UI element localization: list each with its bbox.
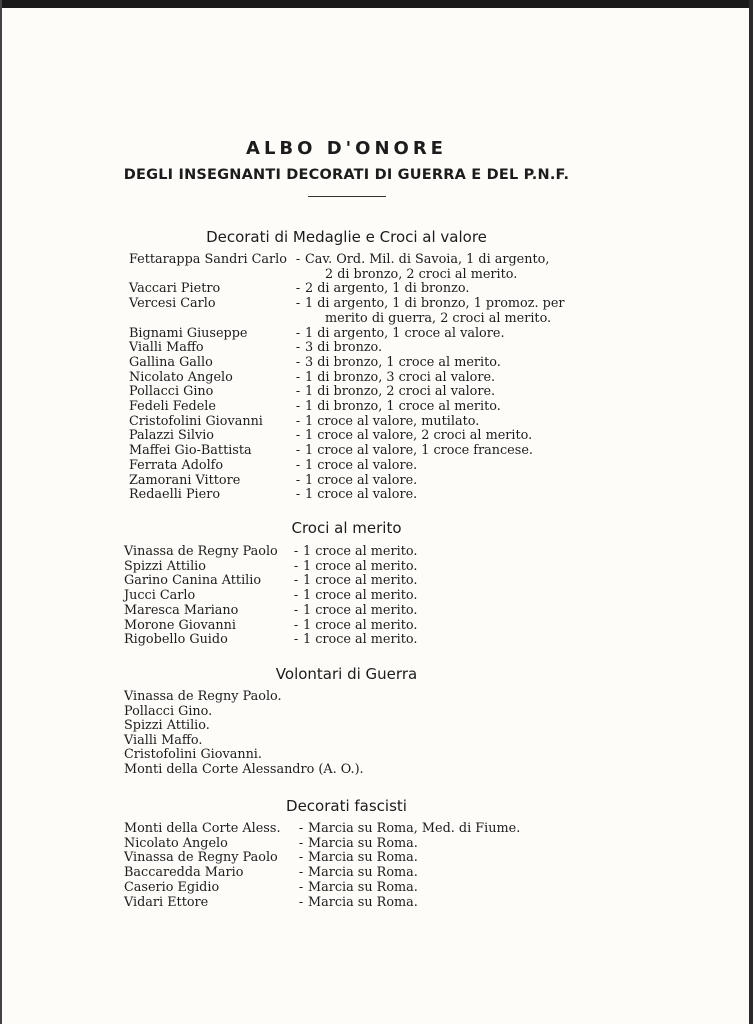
decoration-continuation: 2 di bronzo, 2 croci al merito. — [325, 266, 518, 282]
decoration-text: Cav. Ord. Mil. di Savoia, 1 di argento, — [305, 252, 550, 267]
decorated-name: Fedeli Fedele — [129, 399, 216, 415]
decoration-text: Marcia su Roma. — [308, 865, 418, 881]
decoration-text: 1 croce al valore. — [305, 487, 418, 503]
list-item — [124, 633, 417, 648]
separator-dash: - — [295, 428, 301, 444]
decorated-name: Maffei Gio-Battista — [129, 443, 252, 459]
list-item — [124, 896, 520, 911]
list-item: Cristofolini Giovanni. — [124, 747, 262, 763]
list-item — [129, 356, 565, 371]
separator-dash: - — [298, 894, 304, 910]
list-item — [129, 297, 565, 326]
list-item: Spizzi Attilio. — [124, 718, 210, 734]
page-subtitle: DEGLI INSEGNANTI DECORATI DI GUERRA E DEL P.N.F. — [123, 167, 570, 183]
decoration-description — [305, 253, 549, 282]
list-item — [124, 837, 520, 852]
decoration-text: Marcia su Roma. — [308, 894, 418, 910]
separator-dash: - — [295, 252, 301, 267]
decorated-name: Rigobello Guido — [124, 632, 228, 648]
decorated-name: Morone Giovanni — [124, 617, 236, 633]
list-item — [129, 371, 565, 386]
decoration-description — [305, 415, 479, 430]
list-item — [129, 253, 565, 282]
separator-dash: - — [293, 558, 299, 574]
separator-dash: - — [293, 632, 299, 648]
list-item — [129, 415, 565, 430]
decoration-description — [305, 371, 495, 386]
separator-dash: - — [295, 472, 301, 488]
separator-dash: - — [295, 281, 301, 297]
separator-dash: - — [295, 354, 301, 370]
list-item — [129, 444, 565, 459]
separator-dash: - — [293, 573, 299, 589]
decoration-description — [303, 545, 417, 560]
separator-dash: - — [293, 588, 299, 604]
decoration-description — [308, 837, 418, 852]
decorated-name: Zamorani Vittore — [129, 472, 241, 488]
decoration-text: 1 croce al valore, mutilato. — [305, 413, 480, 429]
decorated-name: Gallina Gallo — [129, 354, 213, 370]
decoration-description — [305, 297, 565, 326]
list-item — [124, 589, 417, 604]
decoration-description — [308, 822, 520, 837]
separator-dash: - — [298, 879, 304, 895]
section-heading-volontari: Volontari di Guerra — [275, 665, 418, 683]
decoration-description — [303, 633, 417, 648]
separator-dash: - — [293, 617, 299, 633]
decorated-name: Vinassa de Regny Paolo — [124, 544, 278, 559]
list-item — [129, 429, 565, 444]
separator-dash: - — [298, 865, 304, 881]
list-item — [129, 400, 565, 415]
decorated-name: Baccaredda Mario — [124, 865, 244, 881]
decorated-name: Vercesi Carlo — [129, 296, 216, 312]
list-item — [124, 604, 417, 619]
decoration-description — [305, 488, 417, 503]
list-item — [124, 545, 417, 560]
decoration-text: Marcia su Roma. — [308, 850, 418, 866]
decoration-description — [303, 619, 417, 634]
decorated-name: Ferrata Adolfo — [129, 457, 224, 473]
decorated-name: Fettarappa Sandri Carlo — [129, 252, 287, 267]
decorated-name: Monti della Corte Aless. — [124, 821, 281, 836]
decorated-name: Nicolato Angelo — [124, 835, 228, 851]
separator-dash: - — [295, 399, 301, 415]
separator-dash: - — [295, 340, 301, 356]
list-item — [124, 866, 520, 881]
decoration-text: 1 croce al merito. — [303, 617, 418, 633]
list-item — [129, 327, 565, 342]
decoration-description — [303, 574, 417, 589]
section-heading-fascisti: Decorati fascisti — [286, 797, 407, 815]
medaglie-list — [129, 253, 565, 503]
decoration-description — [303, 604, 417, 619]
list-item: Monti della Corte Alessandro (A. O.). — [124, 761, 364, 777]
decorated-name: Nicolato Angelo — [129, 369, 233, 385]
decoration-text: 1 croce al merito. — [303, 573, 418, 589]
decoration-text: 1 di bronzo, 2 croci al valore. — [305, 384, 496, 400]
separator-dash: - — [298, 821, 304, 836]
decorated-name: Spizzi Attilio — [124, 558, 206, 574]
decoration-description — [308, 866, 418, 881]
decorated-name: Bignami Giuseppe — [129, 325, 248, 341]
list-item — [124, 881, 520, 896]
volontari-list — [124, 690, 364, 778]
separator-dash: - — [293, 544, 299, 559]
decorated-name: Palazzi Silvio — [129, 428, 215, 444]
separator-dash: - — [295, 369, 301, 385]
separator-dash: - — [295, 296, 301, 312]
decoration-description — [305, 282, 469, 297]
decoration-description — [305, 429, 532, 444]
decoration-continuation: merito di guerra, 2 croci al merito. — [325, 310, 552, 326]
decoration-text: 3 di bronzo, 1 croce al merito. — [305, 354, 501, 370]
separator-dash: - — [298, 850, 304, 866]
separator-dash: - — [295, 413, 301, 429]
decoration-text: 1 croce al merito. — [303, 632, 418, 648]
decoration-text: 1 croce al valore. — [305, 457, 418, 473]
decoration-description — [303, 560, 417, 575]
separator-dash: - — [295, 443, 301, 459]
decoration-description — [305, 400, 501, 415]
merito-list — [124, 545, 417, 648]
separator-dash: - — [298, 835, 304, 851]
decoration-text: 2 di argento, 1 di bronzo. — [305, 281, 470, 297]
separator-dash: - — [295, 325, 301, 341]
list-item — [129, 474, 565, 489]
section-heading-merito: Croci al merito — [291, 519, 402, 537]
decoration-text: 1 croce al merito. — [303, 558, 418, 574]
decoration-description — [305, 459, 417, 474]
list-item — [129, 341, 565, 356]
list-item — [129, 385, 565, 400]
decoration-description — [308, 881, 418, 896]
scan-right-edge — [749, 0, 753, 1024]
page-title: ALBO D'ONORE — [246, 138, 447, 159]
decoration-description — [305, 444, 533, 459]
decoration-text: Marcia su Roma. — [308, 835, 418, 851]
decoration-text: Marcia su Roma. — [308, 879, 418, 895]
decoration-description — [305, 474, 417, 489]
list-item: Vinassa de Regny Paolo. — [124, 689, 282, 704]
scan-top-edge — [0, 0, 753, 8]
decorated-name: Vaccari Pietro — [129, 281, 221, 297]
decorated-name: Redaelli Piero — [129, 487, 221, 503]
title-divider — [308, 196, 386, 197]
decorated-name: Pollacci Gino — [129, 384, 214, 400]
list-item — [124, 560, 417, 575]
decoration-description — [305, 341, 382, 356]
list-item: Vialli Maffo. — [124, 732, 203, 748]
decorated-name: Vidari Ettore — [124, 894, 209, 910]
decoration-text: 3 di bronzo. — [305, 340, 383, 356]
separator-dash: - — [295, 457, 301, 473]
separator-dash: - — [295, 384, 301, 400]
decoration-text: 1 di argento, 1 di bronzo, 1 promoz. per — [305, 296, 565, 312]
fascisti-list — [124, 822, 520, 910]
decoration-description — [305, 356, 501, 371]
decorated-name: Garino Canina Attilio — [124, 573, 262, 589]
decoration-description — [303, 589, 417, 604]
decoration-description — [305, 385, 495, 400]
decoration-description — [308, 896, 418, 911]
decorated-name: Caserio Egidio — [124, 879, 220, 895]
separator-dash: - — [293, 602, 299, 618]
decoration-text: 1 di argento, 1 croce al valore. — [305, 325, 505, 341]
decoration-text: 1 croce al merito. — [303, 544, 418, 559]
decoration-text: 1 croce al valore. — [305, 472, 418, 488]
section-heading-medaglie: Decorati di Medaglie e Croci al valore — [206, 228, 487, 246]
decoration-text: Marcia su Roma, Med. di Fiume. — [308, 821, 521, 836]
decorated-name: Cristofolini Giovanni — [129, 413, 263, 429]
decoration-text: 1 croce al merito. — [303, 602, 418, 618]
list-item — [124, 822, 520, 837]
list-item — [129, 459, 565, 474]
separator-dash: - — [295, 487, 301, 503]
decoration-description — [305, 327, 505, 342]
list-item: Pollacci Gino. — [124, 703, 213, 719]
decorated-name: Vinassa de Regny Paolo — [124, 850, 278, 866]
decoration-text: 1 di bronzo, 1 croce al merito. — [305, 399, 501, 415]
list-item — [124, 619, 417, 634]
decoration-description — [308, 851, 418, 866]
decoration-text: 1 croce al merito. — [303, 588, 418, 604]
decoration-text: 1 croce al valore, 2 croci al merito. — [305, 428, 533, 444]
decorated-name: Vialli Maffo — [129, 340, 204, 356]
decoration-text: 1 croce al valore, 1 croce francese. — [305, 443, 533, 459]
list-item — [129, 488, 565, 503]
list-item — [129, 282, 565, 297]
decorated-name: Maresca Mariano — [124, 602, 239, 618]
list-item — [124, 851, 520, 866]
decorated-name: Jucci Carlo — [124, 588, 196, 604]
decoration-text: 1 di bronzo, 3 croci al valore. — [305, 369, 496, 385]
list-item — [124, 574, 417, 589]
